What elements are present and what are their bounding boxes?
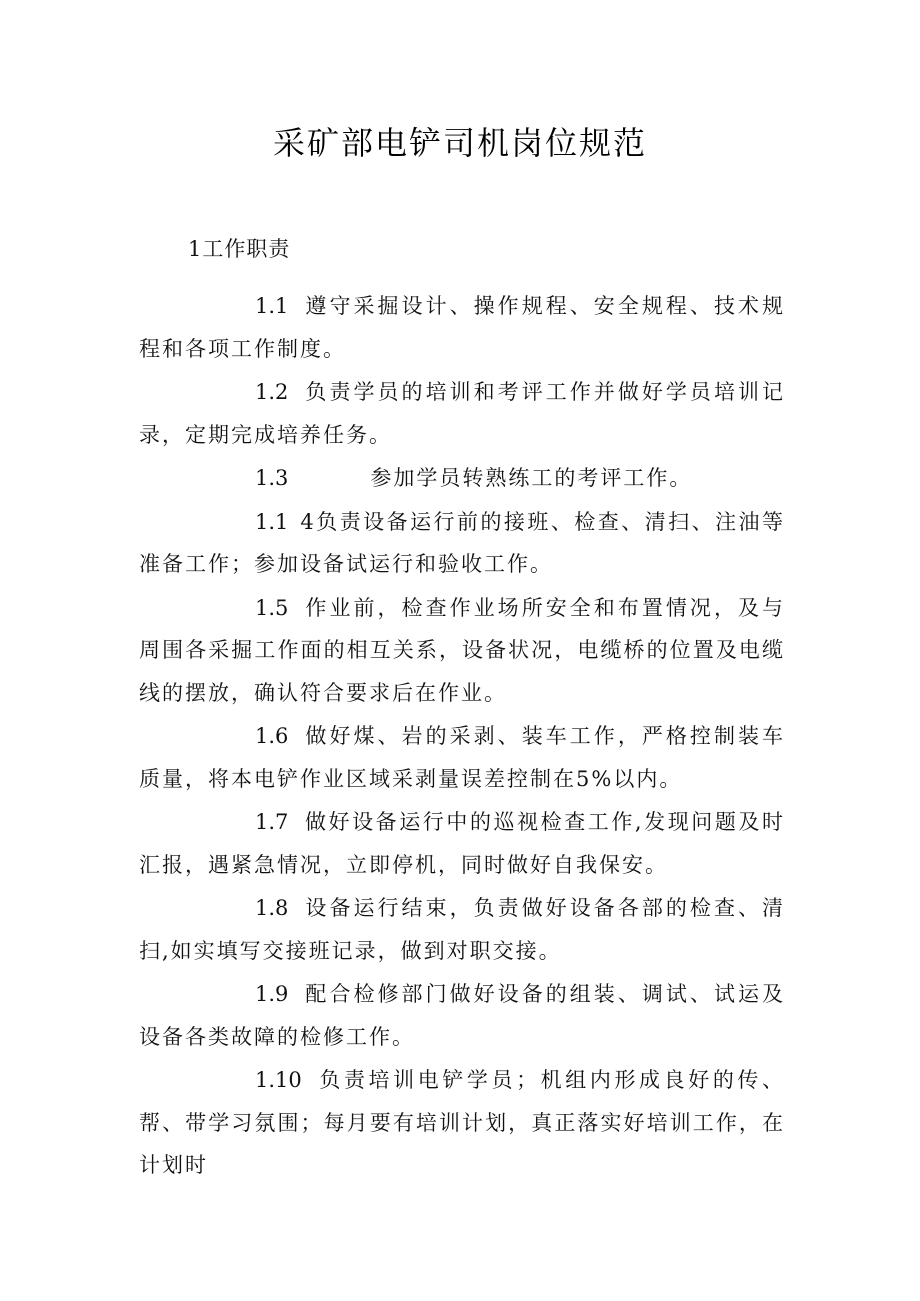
document-title: 采矿部电铲司机岗位规范 <box>272 124 647 162</box>
clause-number: 1.6 <box>255 724 289 748</box>
clause-paragraph <box>139 1059 785 1187</box>
clause-text: 负责培训电铲学员；机组内形成良好的传、帮、带学习氛围；每月要有培训计划，真正落实好培训工作，在计划时 <box>139 1068 785 1177</box>
clause-text: 参加学员转熟练工的考评工作。 <box>370 466 693 490</box>
clause-number: 1.3 <box>255 466 289 490</box>
clause-paragraph <box>139 371 785 456</box>
clause-number: 1.7 <box>255 810 289 834</box>
clause-paragraph <box>139 973 785 1058</box>
clause-text: 做好煤、岩的采剥、装车工作，严格控制装车质量，将本电铲作业区域采剥量误差控制在5%以内。 <box>139 724 785 791</box>
clause-number: 1.9 <box>255 982 289 1006</box>
clause-paragraph <box>139 285 785 370</box>
section-heading: 1工作职责 <box>188 237 291 261</box>
clause-paragraph <box>139 715 785 800</box>
clause-number: 1.1 <box>255 509 289 534</box>
clause-text: 做好设备运行中的巡视检查工作,发现问题及时汇报，遇紧急情况，立即停机，同时做好自我保安。 <box>139 810 785 877</box>
clause-number: 1.5 <box>255 595 289 620</box>
clause-text: 配合检修部门做好设备的组装、调试、试运及设备各类故障的检修工作。 <box>139 982 785 1049</box>
clause-text: 遵守采掘设计、操作规程、安全规程、技术规程和各项工作制度。 <box>139 294 785 361</box>
clause-text: 4负责设备运行前的接班、检查、清扫、注油等准备工作；参加设备试运行和验收工作。 <box>139 509 785 576</box>
clause-number: 1.10 <box>255 1068 302 1092</box>
document-body <box>139 285 785 1188</box>
clause-number: 1.2 <box>255 380 289 404</box>
clause-paragraph <box>139 587 785 715</box>
clause-paragraph <box>139 887 785 972</box>
clause-number: 1.8 <box>255 896 289 920</box>
clause-text: 负责学员的培训和考评工作并做好学员培训记录，定期完成培养任务。 <box>139 380 785 447</box>
clause-number: 1.1 <box>255 294 289 318</box>
clause-text: 设备运行结束，负责做好设备各部的检查、清扫,如实填写交接班记录，做到对职交接。 <box>139 896 785 963</box>
clause-paragraph <box>139 457 785 500</box>
clause-paragraph <box>139 501 785 586</box>
clause-text: 作业前，检查作业场所安全和布置情况，及与周围各采掘工作面的相互关系，设备状况，电缆桥的位置及电缆线的摆放，确认符合要求后在作业。 <box>139 595 785 705</box>
clause-paragraph <box>139 801 785 886</box>
